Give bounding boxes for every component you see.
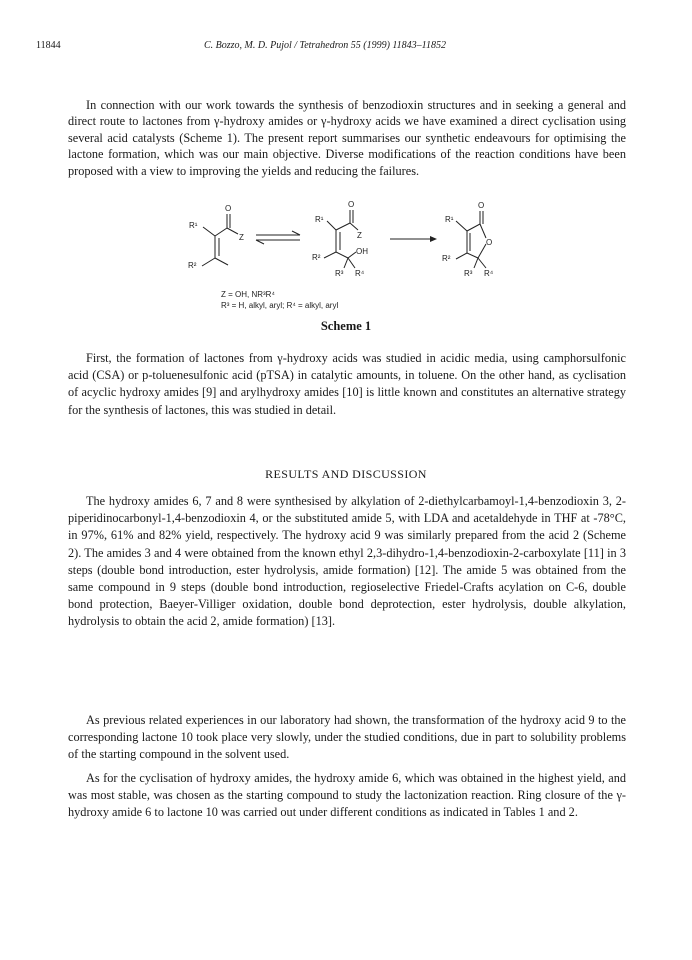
scheme-label-r1-3: R¹ xyxy=(445,215,454,224)
hydroxy-acid-paragraph xyxy=(68,712,626,764)
scheme-label-o: O xyxy=(225,204,232,213)
scheme-label-r3: R³ xyxy=(335,269,344,278)
scheme-label-o-3: O xyxy=(478,201,485,210)
page-number: 11844 xyxy=(36,40,61,51)
scheme-1-drawing xyxy=(180,200,520,290)
scheme-caption: Scheme 1 xyxy=(320,319,372,333)
starting-compound xyxy=(188,204,244,270)
scheme-note-z: Z = OH, NR³R⁴ xyxy=(221,290,275,299)
scheme-label-z-2: Z xyxy=(357,231,362,240)
synthesis-paragraph xyxy=(68,493,626,631)
scheme-label-oh: OH xyxy=(356,247,368,256)
scheme-label-ring-o: O xyxy=(486,238,493,247)
section-heading: RESULTS AND DISCUSSION xyxy=(265,467,427,481)
scheme-label-r1-2: R¹ xyxy=(315,215,324,224)
equilibrium-arrow xyxy=(256,231,300,244)
hydroxy-intermediate xyxy=(312,200,368,278)
scheme-label-r2: R² xyxy=(188,261,197,270)
cyclisation-text: As for the cyclisation of hydroxy amides, the hydroxy amide 6, which was obtained in the highest yield, and was most stable, was chosen as the starting compound to study the lactonization reaction. Ring closure of the γ-hydroxy amide 6 to lactone 10 was carried out under different conditions as indicated in Tables 1 and 2. xyxy=(68,771,626,820)
scheme-note-r: R³ = H, alkyl, aryl; R⁴ = alkyl, aryl xyxy=(221,301,339,310)
acidic-media-paragraph xyxy=(68,350,626,419)
scheme-label-r4-3: R⁴ xyxy=(484,269,494,278)
scheme-label-r3-3: R³ xyxy=(464,269,473,278)
synthesis-text: The hydroxy amides 6, 7 and 8 were synthesised by alkylation of 2-diethylcarbamoyl-1,4-benzodioxin 3, 2-piperidinocarbonyl-1,4-benzodioxin 4, or the substituted amide 5, with LDA and acetaldehyde in THF at -78°C, in 97%, 61% and 82% yield, respectively. The hydroxy acid 9 was similarly prepared from the acid 2 (Scheme 2). The amides 3 and 4 were obtained from the known ethyl 2,3-dihydro-1,4-benzodioxin-2-carboxylate [11] in 3 steps (double bond introduction, ester hydrolysis, amide formation) [12]. The amide 5 was obtained from the same compound in 9 steps (double bond introduction, regioselective Friedel-Crafts acylation on C-6, double bond protection, Baeyer-Villiger oxidation, double bond deprotection, ester hydrolysis, double alkylation, hydrolysis to obtain the acid 2, amide formation) [13]. xyxy=(68,494,626,629)
scheme-label-r4: R⁴ xyxy=(355,269,365,278)
scheme-label-r1: R¹ xyxy=(189,221,198,230)
intro-text: In connection with our work towards the synthesis of benzodioxin structures and in seeking a general and direct route to lactones from γ-hydroxy amides or γ-hydroxy acids we have examined a direct cyclisation using several acid catalysts (Scheme 1). The present report summarises our synthetic endeavours for optimising the lactone formation, which was our main objective. Diverse modifications of the reaction conditions have been proposed with a view to improving the yields and reducing the failures. xyxy=(68,98,626,178)
running-head: C. Bozzo, M. D. Pujol / Tetrahedron 55 (1999) 11843–11852 xyxy=(204,40,446,51)
scheme-label-o-2: O xyxy=(348,200,355,209)
hydroxy-acid-text: As previous related experiences in our laboratory had shown, the transformation of the hydroxy acid 9 to the corresponding lactone 10 took place very slowly, under the studied conditions, due in part to solubility problems of the starting compound in the solvent used. xyxy=(68,713,626,762)
intro-paragraph xyxy=(68,97,626,179)
acidic-media-text: First, the formation of lactones from γ-hydroxy acids was studied in acidic media, using camphorsulfonic acid (CSA) or p-toluenesulfonic acid (pTSA) in catalytic amounts, in toluene. On the other hand, as cyclisation of acyclic hydroxy amides [9] and arylhydroxy amides [10] is little known and constitutes an alternative strategy for the synthesis of lactones, this was studied in detail. xyxy=(68,351,626,417)
lactone-product xyxy=(442,201,494,278)
cyclisation-paragraph xyxy=(68,770,626,822)
scheme-label-r2-2: R² xyxy=(312,253,321,262)
scheme-label-r2-3: R² xyxy=(442,254,451,263)
reaction-arrow xyxy=(390,236,437,242)
scheme-label-z: Z xyxy=(239,233,244,242)
page-header xyxy=(36,40,656,56)
